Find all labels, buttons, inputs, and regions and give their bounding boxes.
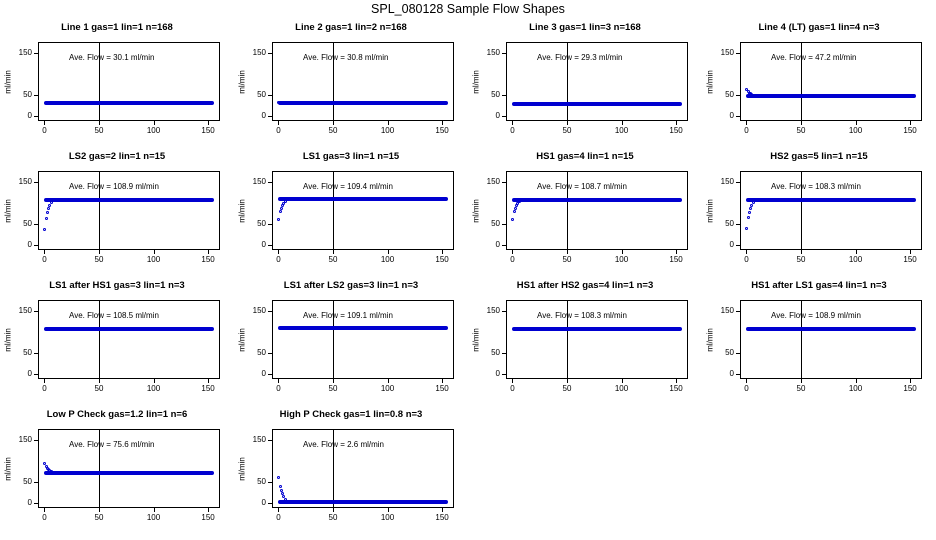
y-axis-label: ml/min bbox=[3, 69, 13, 94]
average-flow-annotation: Ave. Flow = 30.8 ml/min bbox=[303, 53, 389, 62]
x-tick-mark bbox=[333, 250, 334, 254]
x-tick-label: 100 bbox=[146, 255, 161, 264]
data-point bbox=[750, 204, 753, 207]
y-tick-label: 0 bbox=[261, 239, 266, 249]
data-point bbox=[511, 218, 514, 221]
x-tick-mark bbox=[278, 250, 279, 254]
x-tick-mark bbox=[856, 121, 857, 125]
y-tick-label: 0 bbox=[27, 110, 32, 120]
plot-area bbox=[272, 42, 454, 121]
plot-area bbox=[740, 171, 922, 250]
average-flow-annotation: Ave. Flow = 108.9 ml/min bbox=[69, 182, 159, 191]
y-axis-label: ml/min bbox=[3, 327, 13, 352]
panel-title: LS1 after HS1 gas=3 lin=1 n=3 bbox=[49, 280, 185, 291]
data-series-plateau bbox=[512, 327, 681, 331]
x-tick-mark bbox=[801, 379, 802, 383]
data-series-plateau bbox=[44, 327, 213, 331]
x-tick-mark bbox=[567, 250, 568, 254]
plot-area bbox=[38, 42, 220, 121]
x-tick-mark bbox=[746, 379, 747, 383]
data-point bbox=[277, 476, 280, 479]
figure-title: SPL_080128 Sample Flow Shapes bbox=[371, 2, 565, 16]
data-series-plateau bbox=[278, 101, 447, 105]
x-tick-mark bbox=[512, 379, 513, 383]
panel-title: HS1 after HS2 gas=4 lin=1 n=3 bbox=[516, 280, 654, 291]
data-point bbox=[43, 462, 46, 465]
x-tick-mark bbox=[856, 250, 857, 254]
x-tick-mark bbox=[856, 379, 857, 383]
chart-panel bbox=[702, 20, 936, 149]
y-axis-label: ml/min bbox=[705, 198, 715, 223]
x-tick-mark bbox=[622, 379, 623, 383]
chart-panel bbox=[468, 149, 702, 278]
data-point bbox=[513, 210, 516, 213]
x-tick-label: 0 bbox=[510, 255, 515, 264]
data-point bbox=[745, 227, 748, 230]
y-axis-label: ml/min bbox=[237, 327, 247, 352]
chart-panel bbox=[468, 20, 702, 149]
x-tick-label: 50 bbox=[328, 513, 338, 522]
y-axis-label: ml/min bbox=[705, 327, 715, 352]
x-tick-label: 50 bbox=[94, 255, 104, 264]
data-series-plateau bbox=[278, 326, 447, 330]
x-tick-label: 50 bbox=[796, 255, 806, 264]
x-tick-mark bbox=[622, 250, 623, 254]
x-tick-mark bbox=[208, 250, 209, 254]
average-flow-annotation: Ave. Flow = 108.3 ml/min bbox=[537, 311, 627, 320]
x-tick-label: 150 bbox=[435, 126, 449, 135]
y-tick-label: 0 bbox=[261, 368, 266, 378]
data-point bbox=[749, 207, 752, 210]
x-tick-mark bbox=[442, 121, 443, 125]
x-tick-label: 100 bbox=[146, 384, 161, 393]
data-point bbox=[285, 102, 288, 105]
data-point bbox=[748, 211, 751, 214]
y-tick-label: 150 bbox=[486, 177, 500, 187]
chart-panel bbox=[234, 407, 468, 536]
y-axis-label: ml/min bbox=[471, 198, 481, 223]
x-tick-mark bbox=[622, 121, 623, 125]
data-point bbox=[280, 207, 283, 210]
x-tick-mark bbox=[154, 121, 155, 125]
x-tick-mark bbox=[746, 121, 747, 125]
average-flow-annotation: Ave. Flow = 108.5 ml/min bbox=[69, 311, 159, 320]
x-tick-label: 100 bbox=[614, 255, 629, 264]
y-tick-label: 50 bbox=[725, 348, 734, 358]
average-flow-annotation: Ave. Flow = 108.3 ml/min bbox=[771, 182, 861, 191]
chart-panel bbox=[0, 149, 234, 278]
average-flow-annotation: Ave. Flow = 108.9 ml/min bbox=[771, 311, 861, 320]
data-point bbox=[50, 201, 53, 204]
y-tick-label: 0 bbox=[261, 497, 266, 507]
x-tick-mark bbox=[910, 250, 911, 254]
average-flow-annotation: Ave. Flow = 47.2 ml/min bbox=[771, 53, 857, 62]
x-tick-mark bbox=[388, 379, 389, 383]
panel-title: HS1 after LS1 gas=4 lin=1 n=3 bbox=[751, 280, 887, 291]
x-tick-mark bbox=[99, 508, 100, 512]
y-axis-label: ml/min bbox=[3, 456, 13, 481]
x-tick-label: 100 bbox=[146, 513, 161, 522]
data-point bbox=[277, 218, 280, 221]
x-tick-mark bbox=[154, 379, 155, 383]
data-series-plateau bbox=[512, 102, 681, 106]
y-tick-label: 150 bbox=[252, 306, 266, 316]
plot-area bbox=[740, 42, 922, 121]
y-tick-label: 0 bbox=[729, 239, 734, 249]
y-tick-label: 50 bbox=[23, 219, 32, 229]
x-tick-label: 100 bbox=[614, 384, 629, 393]
plot-area bbox=[506, 300, 688, 379]
x-tick-label: 50 bbox=[94, 513, 104, 522]
x-tick-mark bbox=[208, 508, 209, 512]
x-tick-label: 0 bbox=[276, 126, 281, 135]
x-tick-mark bbox=[278, 379, 279, 383]
panel-title: HS1 gas=4 lin=1 n=15 bbox=[536, 151, 634, 162]
x-tick-mark bbox=[44, 508, 45, 512]
plot-area bbox=[38, 171, 220, 250]
data-point bbox=[753, 95, 756, 98]
x-tick-label: 50 bbox=[562, 255, 572, 264]
x-tick-label: 150 bbox=[201, 126, 215, 135]
panel-title: Line 2 gas=1 lin=2 n=168 bbox=[295, 22, 407, 33]
x-tick-mark bbox=[208, 121, 209, 125]
data-series-plateau bbox=[44, 471, 213, 475]
x-tick-label: 150 bbox=[903, 384, 917, 393]
data-point bbox=[514, 207, 517, 210]
panel-title: High P Check gas=1 lin=0.8 n=3 bbox=[279, 409, 423, 420]
x-tick-mark bbox=[154, 508, 155, 512]
x-tick-mark bbox=[333, 379, 334, 383]
x-tick-mark bbox=[676, 121, 677, 125]
panel-title: LS1 after LS2 gas=3 lin=1 n=3 bbox=[283, 280, 419, 291]
x-tick-label: 50 bbox=[328, 126, 338, 135]
average-flow-annotation: Ave. Flow = 75.6 ml/min bbox=[69, 440, 155, 449]
x-tick-label: 50 bbox=[796, 126, 806, 135]
x-tick-label: 150 bbox=[201, 384, 215, 393]
x-tick-label: 50 bbox=[562, 126, 572, 135]
x-tick-mark bbox=[99, 379, 100, 383]
y-tick-label: 50 bbox=[491, 90, 500, 100]
chart-panel bbox=[0, 278, 234, 407]
x-tick-label: 0 bbox=[744, 255, 749, 264]
x-tick-label: 0 bbox=[744, 126, 749, 135]
y-tick-label: 150 bbox=[18, 306, 32, 316]
x-tick-mark bbox=[44, 379, 45, 383]
x-tick-label: 0 bbox=[510, 384, 515, 393]
data-series-plateau bbox=[746, 198, 915, 202]
x-tick-mark bbox=[99, 250, 100, 254]
x-tick-label: 100 bbox=[146, 126, 161, 135]
y-axis-label: ml/min bbox=[3, 198, 13, 223]
x-tick-label: 100 bbox=[848, 384, 863, 393]
data-series-plateau bbox=[746, 94, 915, 98]
y-tick-label: 150 bbox=[720, 177, 734, 187]
x-tick-label: 50 bbox=[328, 384, 338, 393]
average-flow-annotation: Ave. Flow = 109.4 ml/min bbox=[303, 182, 393, 191]
x-tick-label: 100 bbox=[848, 126, 863, 135]
x-tick-mark bbox=[154, 250, 155, 254]
y-axis-label: ml/min bbox=[471, 327, 481, 352]
y-tick-label: 150 bbox=[486, 48, 500, 58]
data-point bbox=[279, 210, 282, 213]
y-tick-label: 50 bbox=[257, 219, 266, 229]
panel-title: Line 3 gas=1 lin=3 n=168 bbox=[529, 22, 641, 33]
panel-title: LS1 gas=3 lin=1 n=15 bbox=[302, 151, 400, 162]
panel-title: Line 1 gas=1 lin=1 n=168 bbox=[61, 22, 173, 33]
y-tick-label: 0 bbox=[729, 368, 734, 378]
data-series-plateau bbox=[44, 101, 213, 105]
x-tick-label: 0 bbox=[42, 255, 47, 264]
y-tick-label: 50 bbox=[257, 90, 266, 100]
y-axis-label: ml/min bbox=[471, 69, 481, 94]
data-point bbox=[747, 216, 750, 219]
x-tick-mark bbox=[278, 121, 279, 125]
average-flow-annotation: Ave. Flow = 30.1 ml/min bbox=[69, 53, 155, 62]
x-tick-label: 150 bbox=[435, 384, 449, 393]
x-tick-mark bbox=[442, 508, 443, 512]
y-tick-label: 150 bbox=[252, 435, 266, 445]
y-tick-label: 50 bbox=[491, 348, 500, 358]
x-tick-label: 100 bbox=[380, 255, 395, 264]
chart-panel bbox=[234, 278, 468, 407]
y-tick-label: 0 bbox=[729, 110, 734, 120]
x-tick-label: 150 bbox=[669, 255, 683, 264]
x-tick-mark bbox=[567, 379, 568, 383]
data-point bbox=[47, 207, 50, 210]
y-tick-label: 50 bbox=[23, 477, 32, 487]
data-point bbox=[45, 217, 48, 220]
x-tick-label: 150 bbox=[201, 513, 215, 522]
x-tick-mark bbox=[442, 379, 443, 383]
data-series-plateau bbox=[278, 197, 447, 201]
x-tick-mark bbox=[512, 250, 513, 254]
y-tick-label: 150 bbox=[18, 435, 32, 445]
panel-title: Low P Check gas=1.2 lin=1 n=6 bbox=[46, 409, 188, 420]
average-flow-annotation: Ave. Flow = 108.7 ml/min bbox=[537, 182, 627, 191]
x-tick-label: 0 bbox=[42, 384, 47, 393]
panel-title: Line 4 (LT) gas=1 lin=4 n=3 bbox=[758, 22, 880, 33]
data-point bbox=[51, 198, 54, 201]
panel-title: LS2 gas=2 lin=1 n=15 bbox=[68, 151, 166, 162]
plot-area bbox=[740, 300, 922, 379]
x-tick-mark bbox=[676, 250, 677, 254]
y-tick-label: 50 bbox=[491, 219, 500, 229]
y-tick-label: 0 bbox=[27, 239, 32, 249]
x-tick-mark bbox=[801, 121, 802, 125]
x-tick-mark bbox=[333, 508, 334, 512]
data-series-plateau bbox=[512, 198, 681, 202]
data-series-plateau bbox=[44, 198, 213, 202]
y-axis-label: ml/min bbox=[705, 69, 715, 94]
x-tick-label: 50 bbox=[94, 126, 104, 135]
x-tick-label: 0 bbox=[42, 126, 47, 135]
average-flow-annotation: Ave. Flow = 2.6 ml/min bbox=[303, 440, 384, 449]
y-axis-label: ml/min bbox=[237, 198, 247, 223]
average-flow-annotation: Ave. Flow = 109.1 ml/min bbox=[303, 311, 393, 320]
x-tick-mark bbox=[910, 121, 911, 125]
x-tick-label: 150 bbox=[669, 126, 683, 135]
data-point bbox=[46, 211, 49, 214]
x-tick-label: 150 bbox=[669, 384, 683, 393]
y-tick-label: 50 bbox=[257, 348, 266, 358]
x-tick-mark bbox=[208, 379, 209, 383]
y-tick-label: 150 bbox=[252, 177, 266, 187]
x-tick-mark bbox=[278, 508, 279, 512]
x-tick-label: 0 bbox=[744, 384, 749, 393]
data-series-plateau bbox=[278, 500, 447, 504]
panel-title: HS2 gas=5 lin=1 n=15 bbox=[770, 151, 868, 162]
x-tick-mark bbox=[801, 250, 802, 254]
y-tick-label: 150 bbox=[18, 177, 32, 187]
chart-panel bbox=[0, 407, 234, 536]
plot-area bbox=[506, 42, 688, 121]
data-point bbox=[43, 228, 46, 231]
y-tick-label: 150 bbox=[720, 48, 734, 58]
x-tick-label: 50 bbox=[328, 255, 338, 264]
plot-area bbox=[38, 300, 220, 379]
x-tick-label: 0 bbox=[276, 384, 281, 393]
y-tick-label: 150 bbox=[720, 306, 734, 316]
data-series-plateau bbox=[746, 327, 915, 331]
plot-area bbox=[506, 171, 688, 250]
y-tick-label: 150 bbox=[18, 48, 32, 58]
y-tick-label: 0 bbox=[495, 239, 500, 249]
plot-area bbox=[272, 429, 454, 508]
x-tick-mark bbox=[388, 250, 389, 254]
average-flow-annotation: Ave. Flow = 29.3 ml/min bbox=[537, 53, 623, 62]
x-tick-label: 0 bbox=[276, 513, 281, 522]
x-tick-mark bbox=[910, 379, 911, 383]
chart-panel bbox=[234, 20, 468, 149]
y-tick-label: 0 bbox=[261, 110, 266, 120]
chart-panel bbox=[702, 149, 936, 278]
x-tick-label: 100 bbox=[380, 513, 395, 522]
x-tick-label: 0 bbox=[42, 513, 47, 522]
y-tick-label: 50 bbox=[725, 219, 734, 229]
panel-grid bbox=[0, 20, 936, 538]
x-tick-mark bbox=[442, 250, 443, 254]
plot-area bbox=[38, 429, 220, 508]
x-tick-label: 0 bbox=[510, 126, 515, 135]
data-point bbox=[285, 198, 288, 201]
x-tick-label: 50 bbox=[796, 384, 806, 393]
chart-panel bbox=[468, 278, 702, 407]
x-tick-label: 150 bbox=[435, 513, 449, 522]
x-tick-mark bbox=[333, 121, 334, 125]
chart-panel bbox=[702, 278, 936, 407]
y-tick-label: 0 bbox=[495, 110, 500, 120]
plot-area bbox=[272, 300, 454, 379]
x-tick-label: 150 bbox=[903, 126, 917, 135]
x-tick-label: 0 bbox=[276, 255, 281, 264]
x-tick-label: 150 bbox=[435, 255, 449, 264]
x-tick-label: 50 bbox=[562, 384, 572, 393]
x-tick-mark bbox=[388, 508, 389, 512]
y-tick-label: 150 bbox=[252, 48, 266, 58]
y-tick-label: 50 bbox=[725, 90, 734, 100]
y-tick-label: 50 bbox=[23, 90, 32, 100]
y-tick-label: 150 bbox=[486, 306, 500, 316]
x-tick-mark bbox=[567, 121, 568, 125]
x-tick-mark bbox=[44, 121, 45, 125]
plot-area bbox=[272, 171, 454, 250]
x-tick-mark bbox=[746, 250, 747, 254]
y-tick-label: 0 bbox=[27, 497, 32, 507]
data-point bbox=[752, 201, 755, 204]
x-tick-label: 150 bbox=[903, 255, 917, 264]
y-tick-label: 50 bbox=[257, 477, 266, 487]
x-tick-label: 50 bbox=[94, 384, 104, 393]
chart-panel bbox=[0, 20, 234, 149]
x-tick-mark bbox=[676, 379, 677, 383]
x-tick-label: 100 bbox=[380, 384, 395, 393]
x-tick-mark bbox=[512, 121, 513, 125]
data-point bbox=[48, 204, 51, 207]
data-point bbox=[279, 485, 282, 488]
chart-panel bbox=[234, 149, 468, 278]
y-tick-label: 0 bbox=[495, 368, 500, 378]
x-tick-mark bbox=[44, 250, 45, 254]
x-tick-label: 100 bbox=[848, 255, 863, 264]
y-axis-label: ml/min bbox=[237, 456, 247, 481]
x-tick-mark bbox=[388, 121, 389, 125]
y-axis-label: ml/min bbox=[237, 69, 247, 94]
x-tick-label: 100 bbox=[380, 126, 395, 135]
y-tick-label: 0 bbox=[27, 368, 32, 378]
x-tick-mark bbox=[99, 121, 100, 125]
x-tick-label: 150 bbox=[201, 255, 215, 264]
x-tick-label: 100 bbox=[614, 126, 629, 135]
y-tick-label: 50 bbox=[23, 348, 32, 358]
